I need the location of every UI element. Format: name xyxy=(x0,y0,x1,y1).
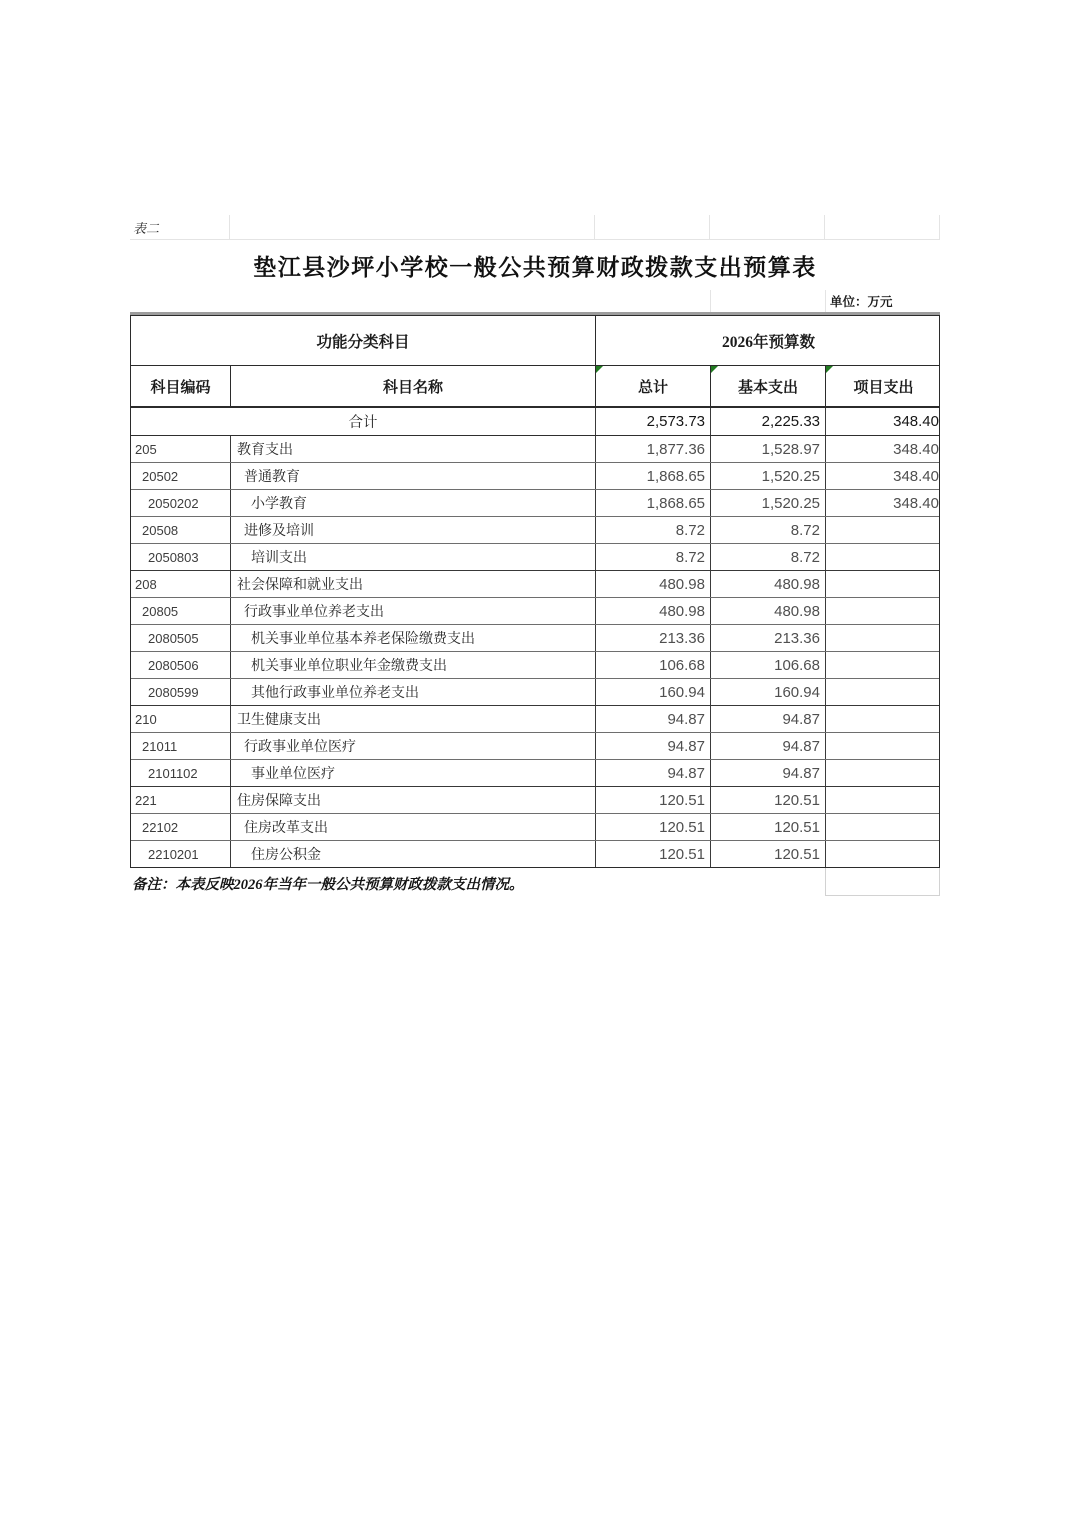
table-row xyxy=(131,516,939,543)
subject-name-cell: 普通教育 xyxy=(231,463,596,489)
grid-cell xyxy=(710,215,825,239)
budget-table xyxy=(130,315,940,868)
basic-expense-cell: 120.51 xyxy=(711,814,826,840)
error-indicator-triangle-icon xyxy=(596,366,603,373)
subject-code-cell: 210 xyxy=(131,706,231,732)
table-row xyxy=(131,570,939,597)
column-label: 科目编码 xyxy=(150,379,211,396)
footer-note-row xyxy=(130,868,940,896)
table-row xyxy=(131,813,939,840)
subject-name-cell: 行政事业单位养老支出 xyxy=(231,598,596,624)
column-label: 基本支出 xyxy=(737,379,798,396)
header-label: 功能分类科目 xyxy=(316,333,410,351)
subject-code-cell: 205 xyxy=(131,436,231,462)
header-label: 2026年预算数 xyxy=(721,333,815,351)
subject-code-cell: 20805 xyxy=(131,598,231,624)
table-row xyxy=(131,759,939,786)
table-row xyxy=(131,597,939,624)
total-amount-cell: 1,868.65 xyxy=(596,463,711,489)
table-row xyxy=(131,705,939,732)
grid-cell xyxy=(130,290,710,312)
table-row xyxy=(131,678,939,705)
footer-note-cell xyxy=(130,868,825,896)
error-indicator-triangle-icon xyxy=(711,366,718,373)
subject-code-cell: 2080506 xyxy=(131,652,231,678)
subject-name-cell: 教育支出 xyxy=(231,436,596,462)
project-expense-cell: 348.40 xyxy=(893,494,939,512)
total-amount-cell: 94.87 xyxy=(596,706,711,732)
project-expense-cell xyxy=(826,706,941,732)
total-amount-cell: 8.72 xyxy=(596,544,711,570)
total-amount-cell: 1,868.65 xyxy=(596,490,711,516)
sheet-label-cell xyxy=(130,215,230,239)
subject-name-cell: 机关事业单位职业年金缴费支出 xyxy=(231,652,596,678)
subject-name-cell: 住房改革支出 xyxy=(231,814,596,840)
column-header-total xyxy=(596,366,711,406)
subject-code-cell: 2050803 xyxy=(131,544,231,570)
table-row xyxy=(131,489,939,516)
column-label: 科目名称 xyxy=(382,379,443,396)
table-row xyxy=(131,840,939,867)
table-row xyxy=(131,651,939,678)
total-amount-cell: 213.36 xyxy=(596,625,711,651)
grid-cell xyxy=(825,868,940,896)
table-row xyxy=(131,732,939,759)
total-basic-cell: 2,225.33 xyxy=(711,408,826,435)
header-budget-2026 xyxy=(596,316,941,365)
basic-expense-cell: 120.51 xyxy=(711,787,826,813)
sheet-label-row xyxy=(130,215,940,240)
total-amount-cell: 1,877.36 xyxy=(596,436,711,462)
column-label: 总计 xyxy=(637,379,668,396)
project-expense-cell xyxy=(826,517,941,543)
table-row xyxy=(131,435,939,462)
subject-code-cell: 2210201 xyxy=(131,841,231,867)
project-expense-cell xyxy=(826,733,941,759)
project-expense-cell xyxy=(826,652,941,678)
basic-expense-cell: 1,528.97 xyxy=(711,436,826,462)
unit-note: 单位：万元 xyxy=(830,295,893,309)
footer-note: 备注：本表反映2026年当年一般公共预算财政拨款支出情况。 xyxy=(132,877,524,893)
subject-code-cell: 221 xyxy=(131,787,231,813)
table-row xyxy=(131,462,939,489)
basic-expense-cell: 480.98 xyxy=(711,571,826,597)
table-row xyxy=(131,624,939,651)
grand-total-row xyxy=(131,408,939,435)
total-amount-cell: 480.98 xyxy=(596,598,711,624)
column-header-basic xyxy=(711,366,826,406)
subject-name-cell: 小学教育 xyxy=(231,490,596,516)
total-amount-cell: 94.87 xyxy=(596,760,711,786)
title-row xyxy=(130,240,940,290)
subject-code-cell: 2080599 xyxy=(131,679,231,705)
basic-expense-cell: 1,520.25 xyxy=(711,490,826,516)
subject-name-cell: 卫生健康支出 xyxy=(231,706,596,732)
total-amount-cell: 106.68 xyxy=(596,652,711,678)
total-total-cell: 2,573.73 xyxy=(596,408,711,435)
basic-expense-cell: 8.72 xyxy=(711,544,826,570)
column-header-code xyxy=(131,366,231,406)
project-expense-cell xyxy=(826,544,941,570)
project-expense-cell: 348.40 xyxy=(893,467,939,485)
project-expense-cell xyxy=(826,625,941,651)
subject-code-cell: 208 xyxy=(131,571,231,597)
sheet-label: 表二 xyxy=(133,220,160,236)
basic-expense-cell: 106.68 xyxy=(711,652,826,678)
project-expense-cell xyxy=(826,841,941,867)
page-title: 垫江县沙坪小学校一般公共预算财政拨款支出预算表 xyxy=(253,254,817,280)
table-body xyxy=(131,435,939,867)
header-functional-classification xyxy=(131,316,596,365)
subject-code-cell: 2101102 xyxy=(131,760,231,786)
subject-code-cell: 20502 xyxy=(131,463,231,489)
subject-name-cell: 事业单位医疗 xyxy=(231,760,596,786)
budget-sheet xyxy=(130,215,940,896)
error-indicator-triangle-icon xyxy=(826,366,833,373)
total-amount-cell: 160.94 xyxy=(596,679,711,705)
column-header-name xyxy=(231,366,596,406)
project-expense-cell xyxy=(826,760,941,786)
table-group-header xyxy=(131,316,939,365)
subject-name-cell: 住房公积金 xyxy=(231,841,596,867)
table-column-header xyxy=(131,365,939,408)
column-header-project xyxy=(826,366,941,406)
basic-expense-cell: 213.36 xyxy=(711,625,826,651)
basic-expense-cell: 160.94 xyxy=(711,679,826,705)
column-label: 项目支出 xyxy=(853,379,914,396)
subject-name-cell: 培训支出 xyxy=(231,544,596,570)
subject-name-cell: 其他行政事业单位养老支出 xyxy=(231,679,596,705)
project-expense-cell xyxy=(826,598,941,624)
subject-code-cell: 2050202 xyxy=(131,490,231,516)
subject-name-cell: 进修及培训 xyxy=(231,517,596,543)
subject-code-cell: 20508 xyxy=(131,517,231,543)
subject-code-cell: 2080505 xyxy=(131,625,231,651)
total-project-cell: 348.40 xyxy=(893,413,939,430)
basic-expense-cell: 94.87 xyxy=(711,760,826,786)
subject-name-cell: 行政事业单位医疗 xyxy=(231,733,596,759)
total-amount-cell: 94.87 xyxy=(596,733,711,759)
unit-note-cell xyxy=(825,290,940,312)
project-expense-cell: 348.40 xyxy=(893,440,939,458)
table-row xyxy=(131,786,939,813)
total-label-cell: 合计 xyxy=(131,408,596,435)
total-amount-cell: 120.51 xyxy=(596,814,711,840)
grid-cell xyxy=(230,215,595,239)
table-row xyxy=(131,543,939,570)
total-amount-cell: 480.98 xyxy=(596,571,711,597)
grid-cell xyxy=(595,215,710,239)
total-amount-cell: 8.72 xyxy=(596,517,711,543)
basic-expense-cell: 120.51 xyxy=(711,841,826,867)
project-expense-cell xyxy=(826,814,941,840)
unit-row xyxy=(130,290,940,312)
grid-cell xyxy=(710,290,825,312)
basic-expense-cell: 480.98 xyxy=(711,598,826,624)
basic-expense-cell: 1,520.25 xyxy=(711,463,826,489)
project-expense-cell xyxy=(826,679,941,705)
subject-name-cell: 机关事业单位基本养老保险缴费支出 xyxy=(231,625,596,651)
basic-expense-cell: 8.72 xyxy=(711,517,826,543)
basic-expense-cell: 94.87 xyxy=(711,706,826,732)
subject-name-cell: 社会保障和就业支出 xyxy=(231,571,596,597)
grid-cell xyxy=(825,215,940,239)
basic-expense-cell: 94.87 xyxy=(711,733,826,759)
total-amount-cell: 120.51 xyxy=(596,787,711,813)
project-expense-cell xyxy=(826,571,941,597)
project-expense-cell xyxy=(826,787,941,813)
subject-code-cell: 21011 xyxy=(131,733,231,759)
subject-code-cell: 22102 xyxy=(131,814,231,840)
subject-name-cell: 住房保障支出 xyxy=(231,787,596,813)
total-amount-cell: 120.51 xyxy=(596,841,711,867)
